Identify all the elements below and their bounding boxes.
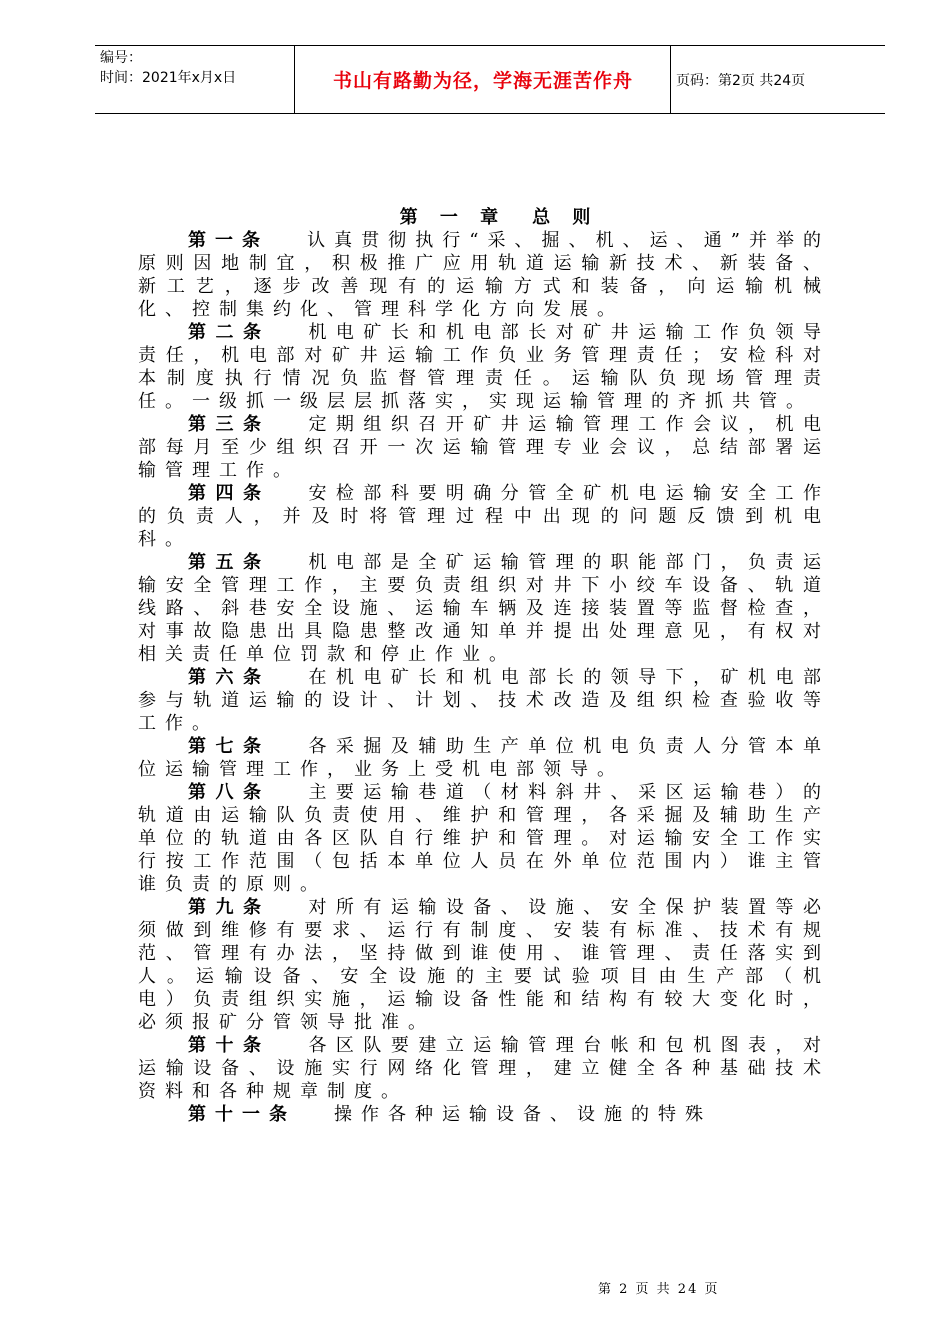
article xyxy=(138,666,830,735)
article-text: 主要运输巷道（材料斜井、采区运输巷）的轨道由运输队负责使用、维护和管理，各采掘及辅助生产单位的轨道由各区队自行维护和管理。对运输安全工作实行按工作范围（包括本单位人员在外单位范围内）谁主管谁负责的原则。 xyxy=(138,782,831,895)
header-divider-left xyxy=(294,46,295,113)
chapter-title: 第 一 章 总 则 xyxy=(399,207,599,228)
article-number: 第一条 xyxy=(188,230,270,251)
article-number: 第五条 xyxy=(188,552,271,573)
article xyxy=(138,551,830,666)
article-text: 对所有运输设备、设施、安全保护装置等必须做到维修有要求、运行有制度、安装有标准、技术有规范、管理有办法，坚持做到谁使用、谁管理、责任落实到人。运输设备、安全设施的主要试验项目由生产部（机电）负责组织实施，运输设备性能和结构有较大变化时，必须报矿分管领导批准。 xyxy=(138,897,831,1033)
article-text: 机电矿长和机电部长对矿井运输工作负领导责任，机电部对矿井运输工作负业务管理责任；安检科对本制度执行情况负监督管理责任。运输队负现场管理责任。一级抓一级层层抓落实，实现运输管理的齐抓共管。 xyxy=(138,322,831,412)
article-text: 各采掘及辅助生产单位机电负责人分管本单位运输管理工作，业务上受机电部领导。 xyxy=(138,736,831,780)
article-text: 各区队要建立运输管理台帐和包机图表，对运输设备、设施实行网络化管理，建立健全各种基础技术资料和各种规章制度。 xyxy=(138,1035,831,1102)
header-top-rule xyxy=(95,45,885,46)
page-footer: 第 2 页 共 24 页 xyxy=(598,1282,720,1297)
article xyxy=(138,482,830,551)
time-label: 时间：2021年x月x日 xyxy=(100,70,237,86)
article-text: 操作各种运输设备、设施的特殊 xyxy=(334,1104,712,1125)
article-number: 第九条 xyxy=(188,897,271,918)
document-body xyxy=(138,206,830,1126)
article xyxy=(138,896,830,1034)
article-text: 定期组织召开矿井运输管理工作会议，机电部每月至少组织召开一次运输管理专业会议，总结部署运输管理工作。 xyxy=(138,414,831,481)
article xyxy=(138,781,830,896)
article-number: 第四条 xyxy=(188,483,271,504)
article-number: 第十一条 xyxy=(188,1104,296,1125)
article-number: 第三条 xyxy=(188,414,271,435)
header-page-label: 页码：第2页 共24页 xyxy=(676,73,806,89)
article-number: 第七条 xyxy=(188,736,271,757)
article-number: 第十条 xyxy=(188,1035,271,1056)
article-number: 第六条 xyxy=(188,667,271,688)
header-bottom-rule xyxy=(95,113,885,114)
article xyxy=(138,413,830,482)
article-text: 安检部科要明确分管全矿机电运输安全工作的负责人，并及时将管理过程中出现的问题反馈到机电科。 xyxy=(138,483,831,550)
article xyxy=(138,321,830,413)
article xyxy=(138,735,830,781)
article-text: 认真贯彻执行“采、掘、机、运、通”并举的原则因地制宜，积极推广应用轨道运输新技术、新装备、新工艺，逐步改善现有的运输方式和装备，向运输机械化、控制集约化、管理科学化方向发展。 xyxy=(138,230,831,320)
header-divider-right xyxy=(670,46,671,113)
article-number: 第二条 xyxy=(188,322,271,343)
header-motto: 书山有路勤为径，学海无涯苦作舟 xyxy=(332,70,633,92)
serial-label: 编号： xyxy=(100,50,142,66)
header-info xyxy=(100,48,236,88)
article-number: 第八条 xyxy=(188,782,271,803)
article-text: 机电部是全矿运输管理的职能部门，负责运输安全管理工作，主要负责组织对井下小绞车设备、轨道线路、斜巷安全设施、运输车辆及连接装置等监督检查，对事故隐患出具隐患整改通知单并提出处理意见，有权对相关责任单位罚款和停止作业。 xyxy=(138,552,831,665)
article xyxy=(138,1034,830,1103)
article xyxy=(138,1103,830,1126)
article-text: 在机电矿长和机电部长的领导下，矿机电部参与轨道运输的设计、计划、技术改造及组织检查验收等工作。 xyxy=(138,667,831,734)
article xyxy=(138,229,830,321)
